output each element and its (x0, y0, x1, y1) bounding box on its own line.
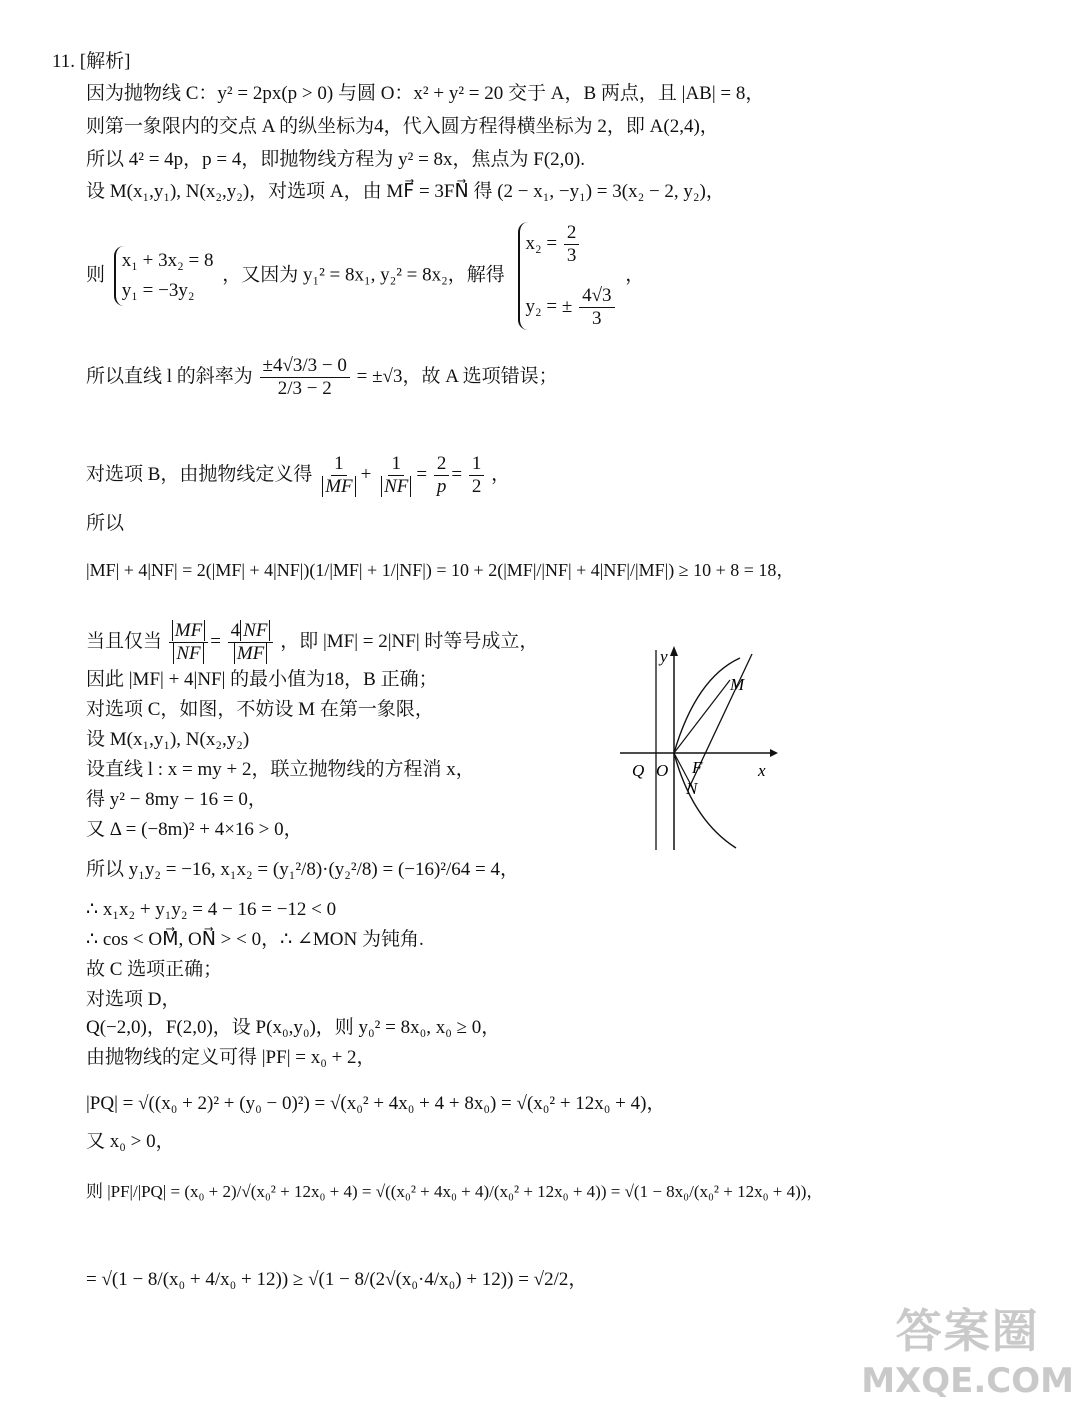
text-c-10: 故 C 选项正确； (86, 959, 223, 980)
focus-f-label: F (692, 758, 703, 777)
parabola-figure (612, 640, 782, 855)
text-c-9: ∴ cos < OM⃗, ON⃗ > < 0，∴ ∠MON 为钝角. (86, 929, 424, 950)
solution-x2-label: x₂ = (525, 232, 562, 254)
eq-suffix: ，即 |MF| = 2|NF| 时等号成立， (280, 630, 539, 652)
eq-prefix: 当且仅当 (86, 630, 163, 652)
left-eq-1: x₁ + 3x₂ = 8 (121, 250, 214, 271)
y-axis-label: y (660, 647, 668, 666)
text-c-3: 设 M(x₁,y₁), N(x₂,y₂) (86, 729, 250, 750)
x2-num: 2 (564, 222, 580, 245)
question-heading: 11. [解析] (52, 51, 131, 72)
text-d-1: 对选项 D， (86, 989, 181, 1010)
text-c-5: 得 y² − 8my − 16 = 0， (86, 789, 267, 810)
point-n-label: N (686, 779, 698, 798)
option-b-line: 对选项 B，由抛物线定义得 $\frac{1}{MF}$ + $\frac{1}{NF}$ = $\frac{2}{p}$ = $\frac{1}{2}$ ， (86, 453, 511, 497)
left-system (114, 246, 214, 306)
x-axis-label: x (758, 761, 766, 780)
text-line-3: 所以 4² = 4p，p = 4，即抛物线方程为 y² = 8x，焦点为 F(2,0). (86, 149, 586, 170)
option-a-system: 则 x₁ + 3x₂ = 8 y₁ = −3y₂ ，又因为 y₁² = 8x₁, y₂² = 8x₂，解得 x₂ = $\frac{2}{3}$ y₂ = ± $\frac{4√3}{3}$ ， (86, 222, 645, 329)
option-b-prefix: 对选项 B，由抛物线定义得 (86, 463, 313, 485)
solution-y2-label: y₂ = ± (525, 295, 578, 317)
text-line-4: 设 M(x₁,y₁), N(x₂,y₂)，对选项 A，由 MF⃗ = 3FN⃗ 得 (2 − x₁, −y₁) = 3(x₂ − 2, y₂)， (86, 181, 725, 202)
y2-num: 4√3 (579, 285, 614, 308)
origin-label: O (656, 761, 669, 780)
text-d-2: Q(−2,0)，F(2,0)，设 P(x₀,y₀)，则 y₀² = 8x₀, x₀ ≥ 0， (86, 1017, 501, 1038)
slope-denominator: 2/3 − 2 (277, 378, 332, 399)
inequality-line: |MF| + 4|NF| = 2(|MF| + 4|NF|)(1/|MF| + 1/|NF|) = 10 + 2(|MF|/|NF| + 4|NF|/|MF|) ≥ 10 + 8 = 18， (86, 560, 795, 580)
slope-fraction (260, 355, 350, 400)
solution-y2 (526, 285, 617, 330)
watermark-line-2: MXQE.COM (861, 1361, 1074, 1401)
slope-suffix: = ±√3，故 A 选项错误； (356, 365, 558, 387)
watermark-line-1: 答案圈 (895, 1304, 1040, 1358)
equality-condition: 当且仅当 $\frac{MF}{NF}$ = $\frac{4 NF}{MF}$ ，即 |MF| = 2|NF| 时等号成立， (86, 620, 539, 664)
text-d-6: 则 |PF|/|PQ| = (x₀ + 2)/√(x₀² + 12x₀ + 4) = √((x₀² + 4x₀ + 4)/(x₀² + 12x₀ + 4)) = √(1 − 8x₀/(x₀² + 12x₀ + 4))， (86, 1182, 824, 1201)
slope-prefix: 所以直线 l 的斜率为 (86, 365, 253, 387)
x-axis-arrow (770, 749, 778, 757)
text-c-7: 所以 y₁y₂ = −16, x₁x₂ = (y₁²/8)·(y₂²/8) = (−16)²/64 = 4， (86, 859, 520, 880)
sys-prefix: 则 (86, 264, 106, 286)
text-line-1: 因为抛物线 C：y² = 2px(p > 0) 与圆 O：x² + y² = 20 交于 A，B 两点，且 |AB| = 8， (86, 83, 765, 104)
text-d-5: 又 x₀ > 0， (86, 1131, 175, 1152)
x2-den: 3 (566, 245, 577, 266)
text-c-4: 设直线 l : x = my + 2，联立抛物线的方程消 x， (86, 759, 475, 780)
text-d-3: 由抛物线的定义可得 |PF| = x₀ + 2， (86, 1047, 376, 1068)
left-eq-2: y₁ = −3y₂ (121, 280, 195, 301)
y-axis-arrow (670, 646, 678, 656)
solution-x2 (526, 222, 617, 267)
text-c-8: ∴ x₁x₂ + y₁y₂ = 4 − 16 = −12 < 0 (86, 899, 337, 920)
text-d-4: |PQ| = √((x₀ + 2)² + (y₀ − 0)²) = √(x₀² + 4x₀ + 4 + 8x₀) = √(x₀² + 12x₀ + 4)， (86, 1093, 666, 1114)
y2-den: 3 (592, 308, 602, 329)
text-c-6: 又 Δ = (−8m)² + 4×16 > 0， (86, 819, 303, 840)
sys-middle: ，又因为 y₁² = 8x₁, y₂² = 8x₂，解得 (222, 264, 505, 286)
watermark (861, 1295, 1074, 1401)
slope-numerator: ±4√3/3 − 0 (260, 355, 350, 378)
text-c-2: 对选项 C，如图，不妨设 M 在第一象限， (86, 699, 434, 720)
slope-line (86, 355, 558, 400)
so-line: 所以 (86, 513, 125, 534)
point-m-label: M (730, 675, 745, 694)
text-line-2: 则第一象限内的交点 A 的纵坐标为4，代入圆方程得横坐标为 2，即 A(2,4)， (86, 116, 719, 137)
option-b-suffix: ， (491, 463, 511, 485)
solution-system (518, 222, 617, 330)
text-d-7: = √(1 − 8/(x₀ + 4/x₀ + 12)) ≥ √(1 − 8/(2√(x₀·4/x₀) + 12)) = √2/2， (86, 1269, 588, 1290)
text-c-1: 因此 |MF| + 4|NF| 的最小值为18，B 正确； (86, 669, 438, 690)
point-q-label: Q (632, 761, 645, 780)
